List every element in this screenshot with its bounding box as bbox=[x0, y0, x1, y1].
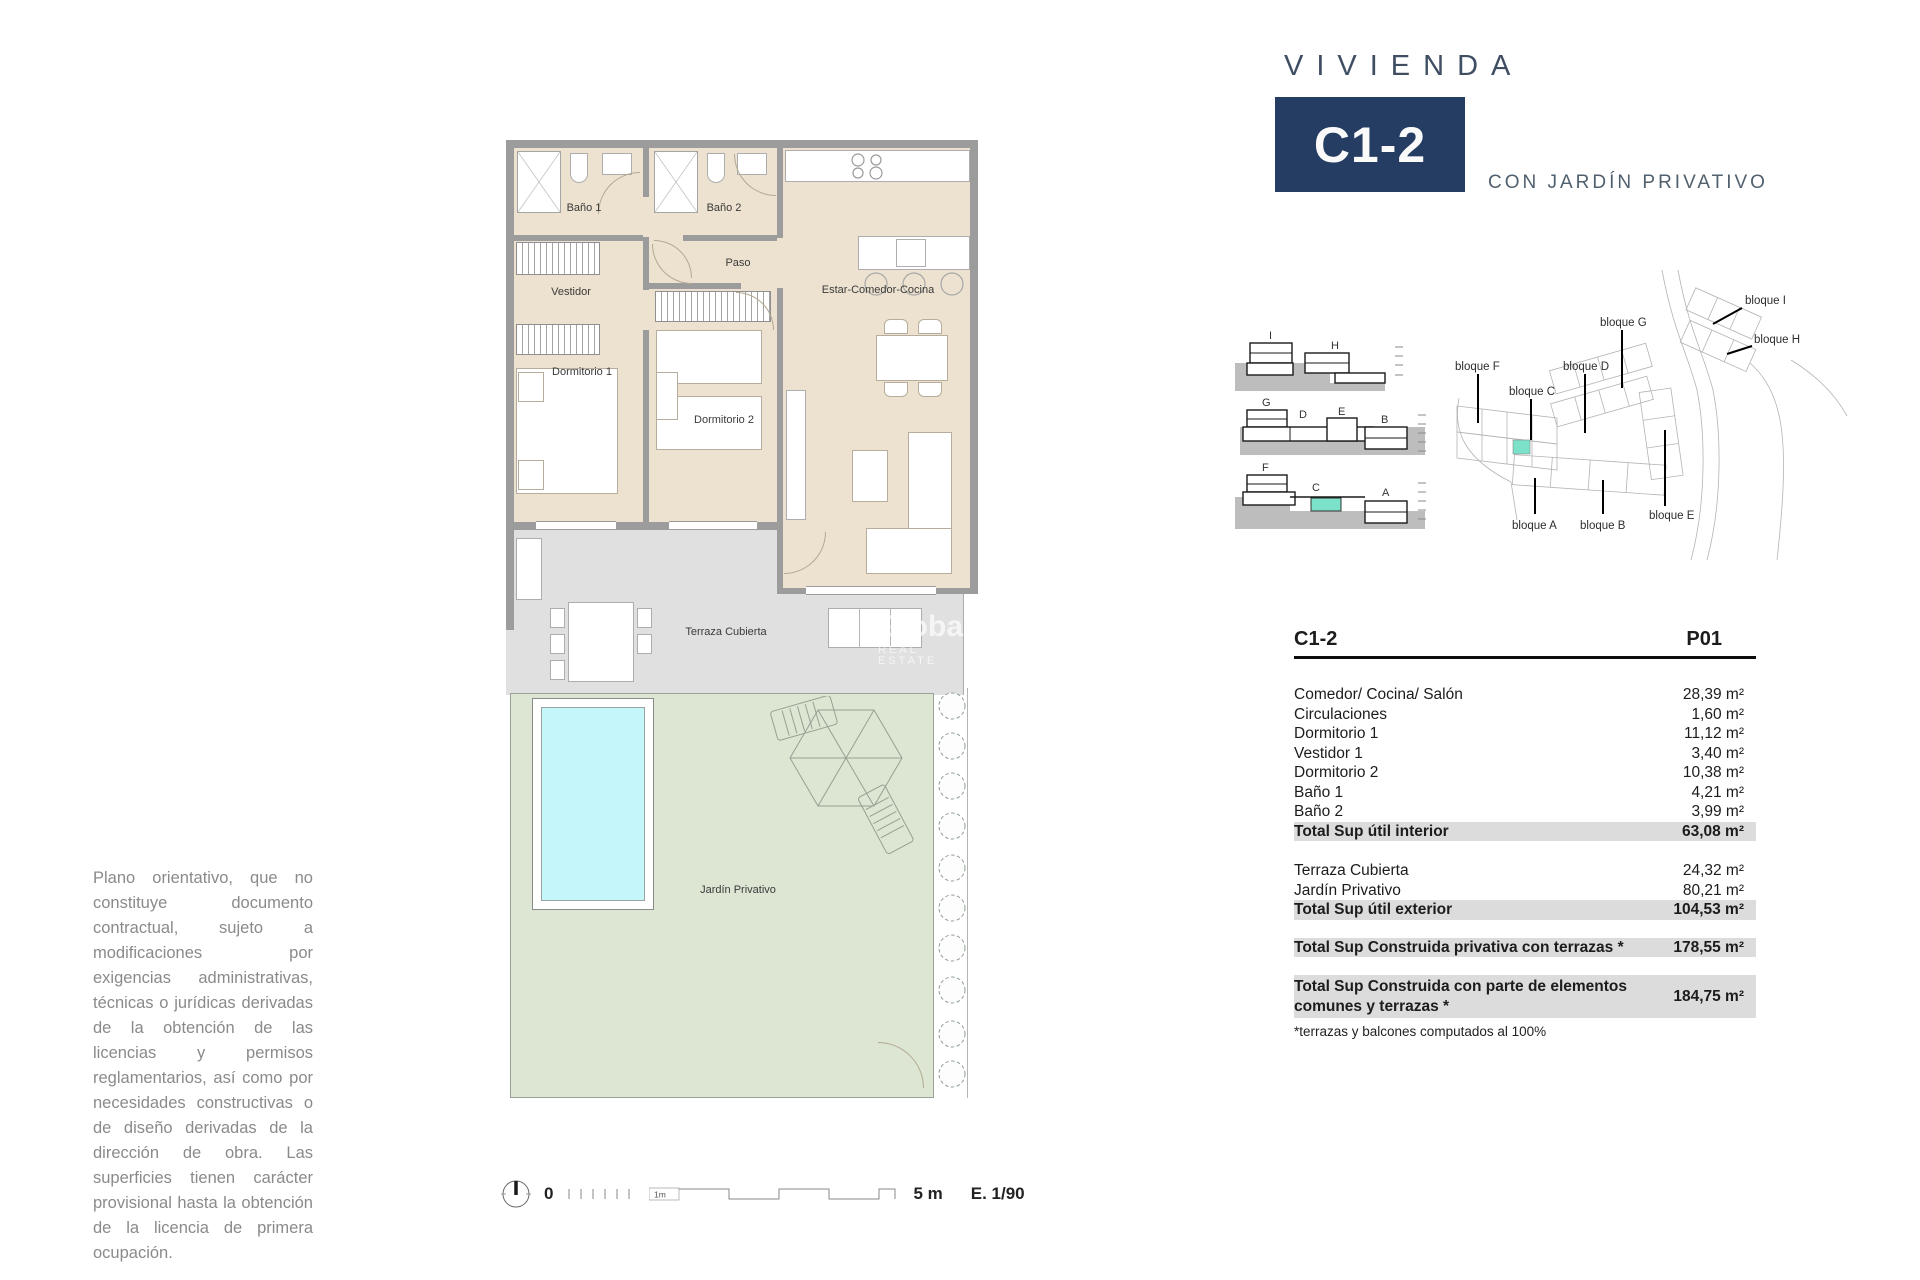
svg-text:1m: 1m bbox=[654, 1189, 667, 1200]
watermark bbox=[878, 612, 978, 667]
room-label-bano1: Baño 1 bbox=[566, 202, 602, 214]
svg-text:H: H bbox=[1331, 340, 1339, 352]
scale-ticks bbox=[565, 1187, 637, 1201]
cooktop-icon bbox=[846, 152, 898, 180]
floor-plan bbox=[506, 140, 978, 1105]
hall-cabinet bbox=[786, 390, 806, 520]
toilet-1 bbox=[570, 153, 588, 183]
watermark-line1: Global bbox=[878, 610, 972, 643]
room-label-bano2: Baño 2 bbox=[706, 202, 742, 214]
chair bbox=[637, 634, 652, 654]
svg-text:I: I bbox=[1269, 330, 1273, 342]
table-row: Circulaciones 1,60 m² bbox=[1294, 705, 1744, 723]
island-sink bbox=[896, 239, 926, 267]
svg-text:bloque E: bloque E bbox=[1649, 510, 1695, 522]
pillow bbox=[656, 372, 678, 420]
wall-segment bbox=[777, 148, 783, 238]
table-row-total-exterior: Total Sup útil exterior 104,53 m² bbox=[1294, 900, 1756, 920]
umbrella-loungers bbox=[756, 696, 934, 871]
bath2-wall bbox=[683, 235, 777, 241]
terrace-planter bbox=[516, 538, 542, 600]
room-label-estar: Estar-Comedor-Cocina bbox=[821, 284, 935, 296]
chair bbox=[550, 608, 565, 628]
svg-text:C: C bbox=[1312, 482, 1320, 494]
sofa-horizontal bbox=[866, 528, 952, 574]
scale-five-m: 5 m bbox=[913, 1184, 943, 1203]
scale-step-bar bbox=[649, 1185, 901, 1203]
room-label-dorm1: Dormitorio 1 bbox=[552, 366, 612, 378]
unit-location-highlight bbox=[1513, 440, 1530, 454]
table-footnote: *terrazas y balcones computados al 100% bbox=[1294, 1024, 1547, 1039]
block-sections-diagram bbox=[1235, 315, 1450, 543]
bench-divider bbox=[859, 608, 860, 648]
site-plan bbox=[1455, 268, 1850, 568]
scale-ratio: E. 1/90 bbox=[970, 1184, 1025, 1203]
unit-subtitle: CON JARDÍN PRIVATIVO bbox=[1488, 172, 1768, 193]
table-row: Baño 2 3,99 m² bbox=[1294, 803, 1744, 820]
window bbox=[806, 586, 936, 595]
svg-text:F: F bbox=[1262, 462, 1269, 474]
chair bbox=[884, 319, 908, 334]
svg-text:bloque H: bloque H bbox=[1754, 334, 1801, 346]
table-row-total-interior: Total Sup útil interior 63,08 m² bbox=[1294, 822, 1756, 842]
paso-dorm2-wall bbox=[649, 283, 741, 289]
bath1-wall bbox=[514, 235, 643, 241]
dining-table bbox=[876, 335, 948, 381]
table-unit-col: C1-2 bbox=[1294, 628, 1338, 650]
svg-text:bloque C: bloque C bbox=[1509, 386, 1556, 398]
room-label-dorm2: Dormitorio 2 bbox=[694, 414, 754, 426]
room-label-vestidor: Vestidor bbox=[551, 286, 591, 298]
room-label-jardin: Jardín Privativo bbox=[700, 884, 776, 896]
unit-code: C1-2 bbox=[1313, 116, 1427, 173]
table-row: Vestidor 1 3,40 m² bbox=[1294, 744, 1744, 762]
wardrobe bbox=[516, 324, 600, 355]
svg-text:D: D bbox=[1299, 409, 1307, 421]
svg-text:bloque D: bloque D bbox=[1563, 361, 1610, 373]
svg-text:bloque I: bloque I bbox=[1745, 295, 1786, 307]
room-label-paso: Paso bbox=[725, 257, 751, 269]
scale-bar bbox=[500, 1178, 1025, 1210]
legal-disclaimer: Plano orientativo, que no constituye documento contractual, sujeto a modificaciones por exigencias administrativas, técnicas o jurídicas derivadas de la obtención de las licencias y permisos reglamentarios, así como por necesidades constructivas o de diseño derivadas de la dirección de obra. Las superficies tienen carácter provisional hasta la obtención de la licencia de primera ocupación. bbox=[93, 869, 313, 1262]
svg-text:bloque B: bloque B bbox=[1580, 520, 1626, 532]
wardrobe bbox=[516, 242, 600, 275]
wall-segment bbox=[777, 288, 783, 524]
chair bbox=[884, 382, 908, 397]
table-row: Comedor/ Cocina/ Salón 28,39 m² bbox=[1294, 686, 1744, 703]
window bbox=[669, 521, 757, 530]
areas-table bbox=[1294, 628, 1756, 1039]
table-header bbox=[1294, 628, 1756, 659]
table-row: Terraza Cubierta 24,32 m² bbox=[1294, 862, 1744, 879]
room-label-terraza: Terraza Cubierta bbox=[685, 626, 767, 638]
table-row-total-comunes: Total Sup Construida con parte de elementos comunes y terrazas * 184,75 m² bbox=[1294, 975, 1756, 1018]
chair bbox=[550, 660, 565, 680]
hedge-trees bbox=[934, 690, 970, 1090]
table-body bbox=[1294, 685, 1756, 1018]
pillow bbox=[518, 460, 544, 490]
table-floor-col: P01 bbox=[1686, 628, 1722, 650]
svg-text:bloque G: bloque G bbox=[1600, 317, 1647, 329]
svg-text:bloque A: bloque A bbox=[1512, 520, 1557, 532]
svg-text:G: G bbox=[1262, 397, 1271, 409]
shower-2 bbox=[654, 151, 698, 213]
table-row: Jardín Privativo 80,21 m² bbox=[1294, 881, 1744, 899]
terrace-table bbox=[568, 602, 634, 682]
pool-water bbox=[541, 707, 645, 901]
table-row: Dormitorio 2 10,38 m² bbox=[1294, 764, 1744, 781]
svg-text:B: B bbox=[1381, 414, 1389, 426]
chair bbox=[918, 382, 942, 397]
table-row: Dormitorio 1 11,12 m² bbox=[1294, 725, 1744, 742]
toilet-2 bbox=[707, 153, 725, 183]
wall-segment bbox=[643, 330, 649, 524]
window bbox=[536, 521, 616, 530]
svg-text:E: E bbox=[1338, 406, 1346, 418]
page-title: VIVIENDA bbox=[1284, 50, 1524, 82]
svg-text:bloque F: bloque F bbox=[1455, 361, 1500, 373]
chair bbox=[918, 319, 942, 334]
chair bbox=[637, 608, 652, 628]
coffee-table bbox=[852, 450, 888, 502]
sink-1 bbox=[602, 153, 632, 175]
table-row-total-privativa: Total Sup Construida privativa con terrazas * 178,55 m² bbox=[1294, 938, 1756, 958]
scale-zero: 0 bbox=[544, 1184, 554, 1203]
svg-text:A: A bbox=[1382, 487, 1390, 499]
wall-segment bbox=[643, 148, 649, 197]
chair bbox=[550, 634, 565, 654]
terrace-left-wall bbox=[506, 530, 514, 630]
table-row: Baño 1 4,21 m² bbox=[1294, 783, 1744, 801]
north-compass-icon bbox=[500, 1178, 532, 1210]
unit-badge bbox=[1275, 97, 1465, 192]
sofa-vertical bbox=[908, 432, 952, 530]
watermark-line2: REAL ESTATE bbox=[878, 644, 938, 667]
